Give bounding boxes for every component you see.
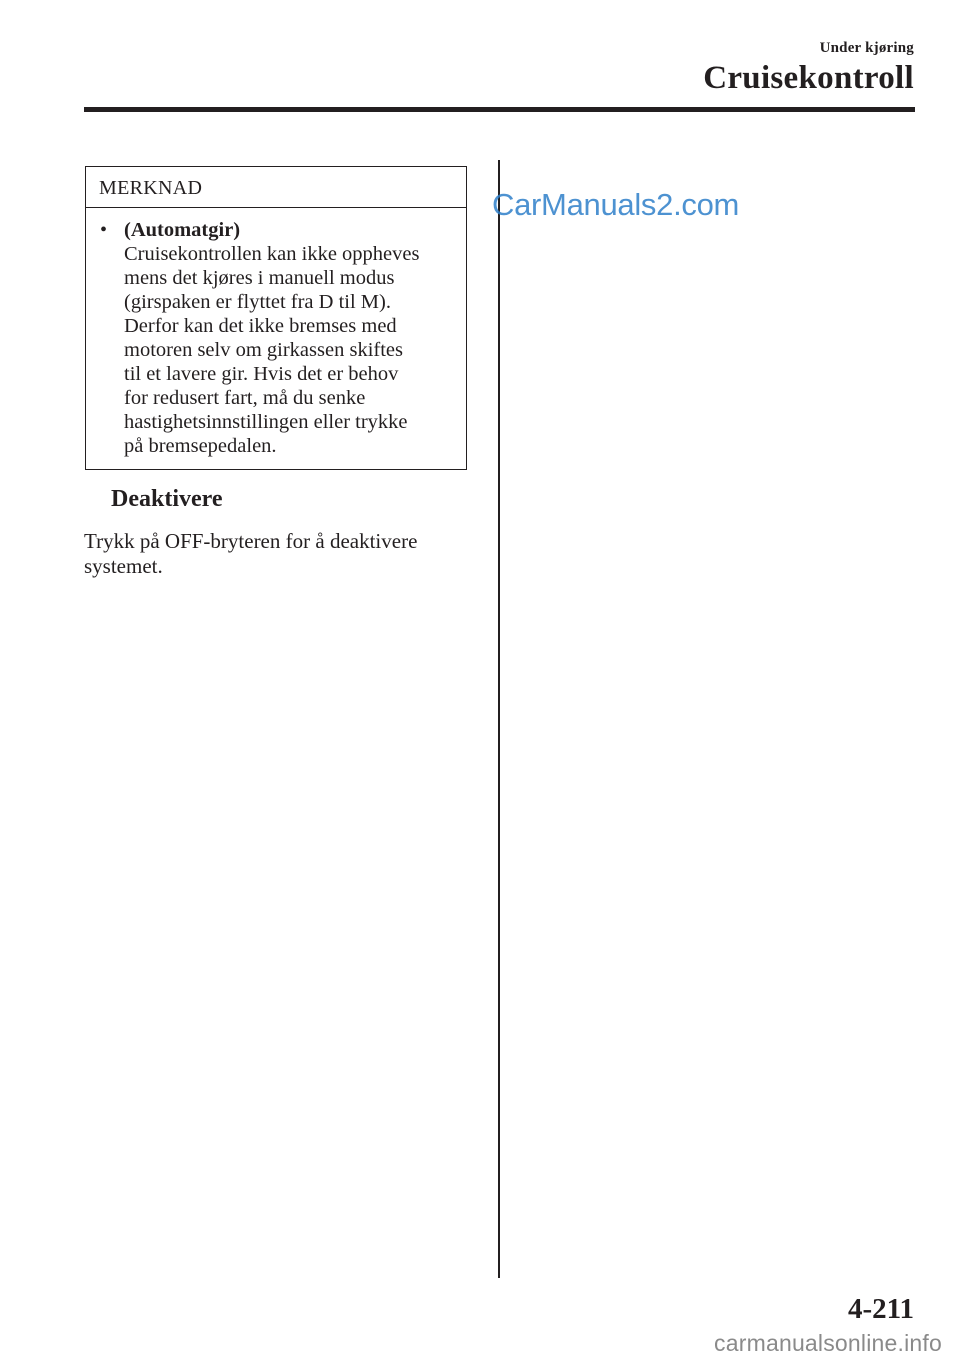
note-line: Derfor kan det ikke bremses med <box>124 315 397 337</box>
bullet-icon: • <box>100 219 108 241</box>
note-line: for redusert fart, må du senke <box>124 387 366 409</box>
note-box <box>85 166 467 470</box>
note-line: (girspaken er flyttet fra D til M). <box>124 291 391 313</box>
body-line: Trykk på OFF-bryteren for å deaktivere <box>84 529 418 553</box>
chapter-title: Cruisekontroll <box>703 60 914 96</box>
note-line: på bremsepedalen. <box>124 435 277 457</box>
section-heading: Deaktivere <box>111 486 223 512</box>
watermark-top: CarManuals2.com <box>492 187 740 222</box>
body-line: systemet. <box>84 554 163 578</box>
watermark-bottom: carmanualsonline.info <box>714 1330 942 1356</box>
note-line: motoren selv om girkassen skiftes <box>124 339 403 361</box>
section-body <box>84 529 474 579</box>
note-line: Cruisekontrollen kan ikke oppheves <box>124 243 420 265</box>
page-number: 4-211 <box>847 1293 914 1325</box>
note-item <box>86 208 466 458</box>
note-line: hastighetsinnstillingen eller trykke <box>124 411 408 433</box>
note-item-title: (Automatgir) <box>124 219 241 241</box>
note-line: til et lavere gir. Hvis det er behov <box>124 363 399 385</box>
header-rule <box>84 107 915 112</box>
note-line: mens det kjøres i manuell modus <box>124 267 395 289</box>
note-label: MERKNAD <box>86 167 466 208</box>
section-label: Under kjøring <box>819 40 914 56</box>
column-divider <box>498 160 500 1278</box>
